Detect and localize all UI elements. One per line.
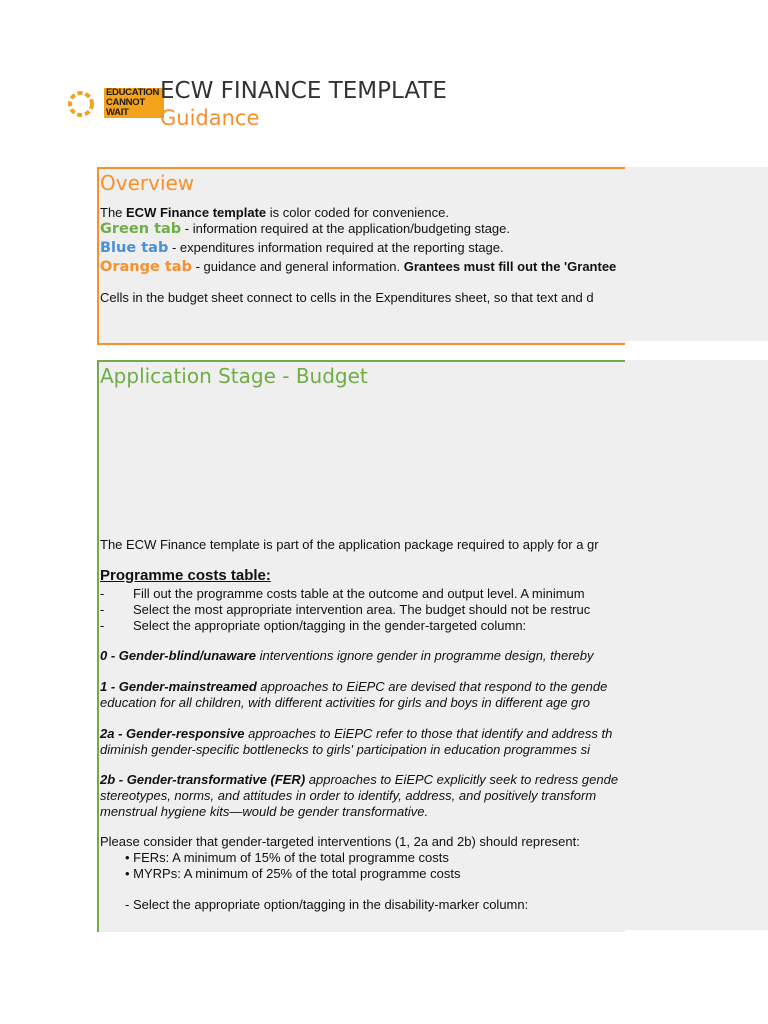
budget-intro: The ECW Finance template is part of the application package required to apply for a gr — [100, 537, 599, 552]
bullet-dash: - — [100, 618, 105, 633]
logo-ring-icon — [66, 89, 96, 119]
cells-note: Cells in the budget sheet connect to cells in the Expenditures sheet, so that text and d — [100, 290, 594, 305]
orange-tab-line: Orange tab - guidance and general information. Grantees must fill out the 'Grantee — [100, 259, 617, 275]
gender-2a-cont: diminish gender-specific bottlenecks to girls' participation in education programmes si — [100, 742, 590, 757]
gender-2b-cont: stereotypes, norms, and attitudes in order to identify, address, and positively transform — [100, 788, 597, 803]
page-title: ECW FINANCE TEMPLATE — [160, 78, 447, 104]
budget-panel-overflow — [623, 360, 768, 930]
disability-instruction: - Select the appropriate option/tagging in the disability-marker column: — [125, 897, 529, 912]
bullet-dash: - — [100, 586, 105, 601]
myrp-bullet: • MYRPs: A minimum of 25% of the total programme costs — [125, 866, 461, 881]
gender-2b-cont2: menstrual hygiene kits—would be gender transformative. — [100, 804, 429, 819]
bullet-2: Select the most appropriate intervention area. The budget should not be restruc — [133, 602, 591, 617]
bullet-dash: - — [100, 602, 105, 617]
fer-bullet: • FERs: A minimum of 15% of the total programme costs — [125, 850, 449, 865]
overview-intro: The ECW Finance template is color coded for convenience. — [100, 205, 449, 220]
logo-wordmark: EDUCATION CANNOT WAIT — [104, 88, 164, 118]
gender-1: 1 - Gender-mainstreamed approaches to EiEPC are devised that respond to the gende — [100, 679, 608, 694]
overview-section — [97, 167, 625, 345]
consider-note: Please consider that gender-targeted interventions (1, 2a and 2b) should represent: — [100, 834, 580, 849]
overview-panel-overflow — [623, 167, 768, 341]
page-subtitle: Guidance — [160, 106, 260, 130]
ecw-logo — [66, 85, 162, 123]
budget-heading: Application Stage - Budget — [100, 364, 368, 388]
bullet-1: Fill out the programme costs table at the outcome and output level. A minimum — [133, 586, 585, 601]
gender-1-cont: education for all children, with different activities for girls and boys in different age gro — [100, 695, 590, 710]
gender-2b: 2b - Gender-transformative (FER) approaches to EiEPC explicitly seek to redress gende — [100, 772, 619, 787]
gender-0: 0 - Gender-blind/unaware interventions ignore gender in programme design, thereby — [100, 648, 594, 663]
bullet-3: Select the appropriate option/tagging in the gender-targeted column: — [133, 618, 527, 633]
green-tab-line: Green tab - information required at the application/budgeting stage. — [100, 221, 511, 237]
overview-heading: Overview — [100, 171, 195, 195]
programme-costs-heading: Programme costs table: — [100, 567, 271, 584]
blue-tab-line: Blue tab - expenditures information required at the reporting stage. — [100, 240, 504, 256]
budget-section — [97, 360, 625, 932]
gender-2a: 2a - Gender-responsive approaches to EiEPC refer to those that identify and address th — [100, 726, 613, 741]
